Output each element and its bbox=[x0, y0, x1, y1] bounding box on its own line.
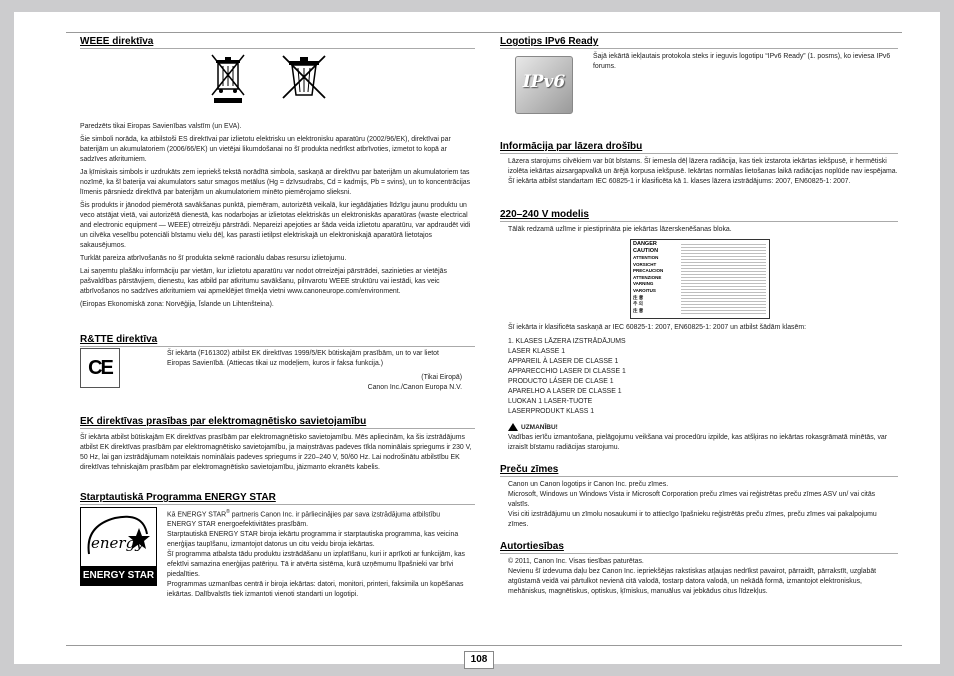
ipv6-para-1: Šajā iekārtā iekļautais protokola steks ir ieguvis logotipu “IPv6 Ready” (1. posms), ko ieviesa IPv6 forums. bbox=[593, 53, 891, 70]
energy-star-script: energy bbox=[91, 534, 144, 552]
laser-text bbox=[508, 157, 898, 187]
warning-triangle-icon bbox=[508, 423, 518, 431]
bottom-rule bbox=[66, 645, 902, 646]
weee-bin-large-icon bbox=[280, 53, 328, 101]
laser-heading: Informācija par lāzera drošību bbox=[500, 141, 898, 154]
v220-heading: 220–240 V modelis bbox=[500, 209, 898, 222]
energy-star-swoosh-icon bbox=[81, 508, 156, 566]
energy-star-text bbox=[167, 507, 467, 600]
caution-block bbox=[508, 423, 898, 453]
rtte-para-1: Šī iekārta (F161302) atbilst EK direktīvas 1999/5/EK būtiskajām prasībām, un to var lietot Eiropas Savienībā. (Attiecas tikai uz modeļiem, kuros ir faksa funkcija.) bbox=[167, 350, 439, 367]
ce-mark-icon bbox=[80, 348, 120, 388]
caution-text: Vadības ierīču izmantošana, pielāgojumu veikšana vai procedūru izpilde, kas atšķiras no iekārtas rokasgrāmatā minētās, var izraisīt bīstamu radiācijas starojumu. bbox=[508, 434, 888, 451]
laser-para-2: Šī iekārta atbilst standartam IEC 60825-1 ir klasificēta kā 1. klases lāzera izstrādājums: 2007, EN60825-1: 2007. bbox=[508, 178, 851, 185]
copyright-para-1: © 2011, Canon Inc. Visas tiesības paturētas. bbox=[508, 558, 644, 565]
laser-class-item: LASERPRODUKT KLASS 1 bbox=[508, 408, 595, 415]
laser-label-row: 注 意 bbox=[633, 294, 644, 300]
laser-class-item: PRODUCTO LÁSER DE CLASE 1 bbox=[508, 378, 614, 385]
caution-title-text: UZMANĪBU! bbox=[521, 424, 558, 431]
laser-class-item: APPARECCHIO LASER DI CLASSE 1 bbox=[508, 368, 626, 375]
weee-para-5: Turklāt pareiza atbrīvošanās no šī produkta sekmē racionālu dabas resursu izlietojumu. bbox=[80, 255, 347, 262]
energy-star-para-1b: partneris Canon Inc. ir pārliecinājies par sava izstrādājuma atbilstību ENERGY STAR energoefektivitātes prasībām. bbox=[167, 511, 441, 529]
ipv6-text bbox=[593, 52, 893, 72]
energy-star-para-3: Šī programma atbalsta tādu produktu izstrādāšanu un izplatīšanu, kuri ir aprīkoti ar funkcijām, kas efektīvi samazina enerģijas patēriņu. Tā ir atvērta sistēma, kurā uzņēmumu līpašnieki var brīvi piedalīties. bbox=[167, 551, 465, 579]
laser-label-row: 注 意 bbox=[633, 307, 644, 313]
laser-class-item: LUOKAN 1 LASER-TUOTE bbox=[508, 398, 593, 405]
weee-bin-icon bbox=[208, 53, 248, 105]
v220-section bbox=[500, 209, 898, 451]
ipv6-section bbox=[500, 36, 898, 92]
emc-heading: EK direktīvas prasības par elektromagnētisko savietojamību bbox=[80, 416, 475, 429]
emc-section bbox=[80, 416, 475, 473]
trademarks-section bbox=[500, 464, 898, 530]
weee-para-1: Paredzēts tikai Eiropas Savienības valstīm (un EVA). bbox=[80, 123, 242, 130]
laser-class-item: APPAREIL À LASER DE CLASSE 1 bbox=[508, 358, 619, 365]
laser-section bbox=[500, 141, 898, 187]
emc-text bbox=[80, 433, 475, 473]
laser-label-fineprint bbox=[681, 244, 766, 314]
page-number: 108 bbox=[464, 651, 494, 669]
laser-para-1: Lāzera starojums cilvēkiem var būt bīstams. Šī iemesla dēļ lāzera radiācija, kas tiek izstarota iekārtas iekšpusē, ir hermētiski izolēta iekārtas aizsargapvalkā un ārējā korpusa iekšpusē. Iekārtas normālas lietošanas laikā radiācijas noplūde nav iespējama. bbox=[508, 158, 898, 175]
rtte-heading: R&TTE direktīva bbox=[80, 334, 475, 347]
ipv6-heading: Logotips IPv6 Ready bbox=[500, 36, 898, 49]
weee-text bbox=[80, 122, 475, 310]
trademarks-text bbox=[508, 480, 898, 530]
energy-star-para-4: Programmas uzmanības centrā ir biroja iekārtas: datori, monitori, printeri, faksimila un kopēšanas iekārtas. Dalībvalstīs tiek izmantoti vienoti standarti un logotipi. bbox=[167, 581, 464, 599]
weee-para-3: Ja ķīmiskais simbols ir uzdrukāts zem iepriekš tekstā norādītā simbola, saskaņā ar direktīvu par baterijām un akumulatoriem tas nozīmē, ka šī baterija vai akumulators satur smagos metālus (Hg = dzīvsudrabs, Cd = kadmijs, Pb = svins), un to koncentrācijas līmenis pārsniedz direktīvā par baterijām un akumulatoriem minēto piemērojamo slieksni. bbox=[80, 169, 471, 196]
copyright-section bbox=[500, 541, 898, 597]
laser-label-row: VARNING bbox=[633, 281, 654, 287]
rtte-para-3: Canon Inc./Canon Europa N.V. bbox=[367, 384, 462, 391]
weee-para-2: Šie simboli norāda, ka atbilstoši ES direktīvai par izlietotu elektrisku un elektronisku aparatūru (2002/96/EK), direktīvai par baterijām un akumulatoriem (2006/66/EK) un vietējai likumdošanai no šī produkta nedrīkst atbrīvoties, izmetot to kopā ar sadzīves atkritumiem. bbox=[80, 136, 451, 163]
trademarks-para-2: Microsoft, Windows un Windows Vista ir Microsoft Corporation preču zīmes vai reģistrētas preču zīmes ASV un/ vai citās valstīs. bbox=[508, 491, 876, 508]
laser-class-item: APARELHO A LASER DE CLASSE 1 bbox=[508, 388, 622, 395]
laser-label-row: PRECAUCION bbox=[633, 268, 664, 274]
laser-label-row: ATTENZIONE bbox=[633, 274, 662, 280]
laser-warning-label bbox=[630, 239, 770, 319]
laser-class-item: 1. KLASES LĀZERA IZSTRĀDĀJUMS bbox=[508, 338, 626, 345]
laser-label-row: 주 의 bbox=[633, 301, 643, 307]
copyright-para-2: Nevienu šī izdevuma daļu bez Canon Inc. iepriekšējas rakstiskas atļaujas nedrīkst pavairot, pārraidīt, pārrakstīt, uzglabāt atgūstamā veidā vai pārtulkot nevienā citā valodā, tostarp datora valodā, un nekādā formā, izmantojot elektroniskus, mehāniskus, magnētiskus, optiskus, ķīmiskus, manuālus vai jebkādus citus līdzekļus. bbox=[508, 568, 877, 595]
laser-class-item: LASER KLASSE 1 bbox=[508, 348, 566, 355]
v220-intro bbox=[508, 225, 898, 235]
laser-class-list bbox=[508, 337, 898, 417]
v220-classes bbox=[508, 323, 898, 453]
energy-star-para-2: Starptautiskā ENERGY STAR biroja iekārtu programma ir starptautiska programma, kas veicina enerģijas taupīšanu, izmantojot datorus un citu veidu biroja iekārtas. bbox=[167, 531, 459, 549]
ce-mark-text: CE bbox=[88, 357, 112, 379]
ipv6-logo-text: IPv6 bbox=[522, 72, 566, 92]
laser-label-row: CAUTION bbox=[633, 248, 659, 254]
energy-star-logo bbox=[80, 507, 157, 586]
weee-heading: WEEE direktīva bbox=[80, 36, 475, 49]
top-rule bbox=[66, 32, 902, 33]
energy-star-para-1 bbox=[167, 507, 467, 530]
laser-label-row: VORSICHT bbox=[633, 261, 657, 267]
v220-para-2: Šī iekārta ir klasificēta saskaņā ar IEC 60825-1: 2007, EN60825-1: 2007 un atbilst šādām klasēm: bbox=[508, 324, 806, 331]
laser-label-row: DANGER bbox=[633, 241, 657, 247]
energy-star-heading: Starptautiskā Programma ENERGY STAR bbox=[80, 492, 475, 505]
energy-star-logo-bar bbox=[81, 566, 156, 585]
energy-star-section bbox=[80, 492, 475, 599]
trademarks-para-3: Visi citi izstrādājumu un zīmolu nosaukumi ir to attiecīgo īpašnieku reģistrētās preču zīmes, preču zīmes vai pakalpojumu zīmes. bbox=[508, 511, 877, 528]
trademarks-heading: Preču zīmes bbox=[500, 464, 898, 477]
caution-title bbox=[508, 423, 898, 433]
laser-label-row: VAROITUS bbox=[633, 287, 656, 293]
emc-para-1: Šī iekārta atbilst būtiskajām EK direktīvas prasībām par elektromagnētisko savietojamību. Mēs apliecinām, ka šis izstrādājums atbilst EK direktīvas prasībām par elektromagnētisko savietojamību, ja maiņstrāvas padeves tīkla nominālais spriegums ir 230 V, 50 Hz, lai gan izstrādājumam noteiktais nominālais padeves spriegums ir 220–240 V, 50/60 Hz. Lai nodrošinātu atbilstību EK direktīvas tehniskajām prasībām par elektromagnētisko savietojamību, jāizmanto ekranēts kabelis. bbox=[80, 434, 472, 471]
weee-para-6: Lai saņemtu plašāku informāciju par vietām, kur izlietotu aparatūru var nodot otrreizējai pārstrādei, sazinieties ar vietējās pašvaldības pārstāvjiem, dienestu, kas atbild par atkritumu savākšanu, pilnvarotu WEEE struktūru vai iestādi, kas veic atbrīvošanos no sadzīves atkritumiem vai apmeklējiet tīmekļa vietni www.canoneurope.com/environment. bbox=[80, 268, 447, 295]
rtte-section bbox=[80, 334, 475, 391]
ipv6-logo bbox=[515, 56, 573, 114]
v220-para-1: Tālāk redzamā uzlīme ir piestiprināta pie iekārtas lāzerskenēšanas bloka. bbox=[508, 226, 732, 233]
copyright-text bbox=[508, 557, 898, 597]
weee-para-7: (Eiropas Ekonomiskā zona: Norvēģija, Īslande un Lihtenšteina). bbox=[80, 301, 274, 308]
trademarks-para-1: Canon un Canon logotips ir Canon Inc. preču zīmes. bbox=[508, 481, 669, 488]
rtte-text bbox=[167, 349, 462, 393]
laser-label-row: ATTENTION bbox=[633, 255, 659, 260]
weee-section bbox=[80, 36, 475, 308]
energy-star-logo-text: ENERGY STAR bbox=[82, 570, 155, 581]
laser-label-rows bbox=[633, 241, 679, 314]
rtte-para-2: (Tikai Eiropā) bbox=[421, 374, 462, 381]
copyright-heading: Autortiesības bbox=[500, 541, 898, 554]
weee-para-4: Šis produkts ir jānodod piemērotā savākšanas punktā, piemēram, autorizētā veikalā, kur iegādājaties līdzīgu jaunu produktu un veco atstājat vietā, vai autorizētā dienestā, kas nodarbojas ar izlietotas elektriskās un elektroniskās aparatūras (waste electrical and electronic equipment — WEEE) otrreizēju pārstrādi. Nepareizi apejoties ar šāda veida izlietotu aparatūru, var apdraudēt vidi un cilvēka veselību potenciāli bīstamu vielu dēļ, kas parasti ietilpst elektriskajā un elektroniskajā aparatūrā lietotajos sakausējumos. bbox=[80, 202, 471, 249]
registered-mark: ® bbox=[226, 509, 230, 515]
energy-star-para-1a: Kā ENERGY STAR bbox=[167, 511, 227, 519]
